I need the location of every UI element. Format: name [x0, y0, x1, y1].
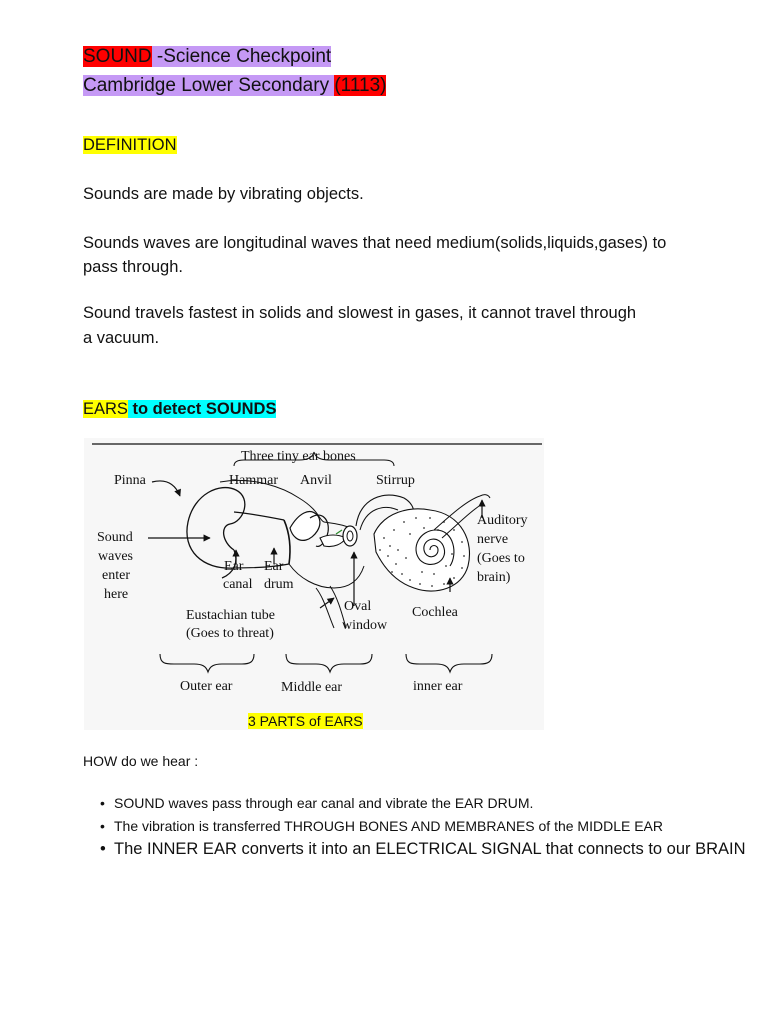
label-eustachian: Eustachian tube	[186, 608, 276, 623]
list-item: • SOUND waves pass through ear canal and vibrate the EAR DRUM.	[100, 792, 760, 814]
definition-p1: Sounds are made by vibrating objects.	[83, 185, 364, 203]
label-sound: Sound	[97, 530, 133, 545]
label-auditory: Auditory	[477, 513, 528, 528]
label-window: window	[342, 618, 388, 633]
how-heading: HOW do we hear :	[83, 753, 199, 769]
label-hammar: Hammar	[229, 473, 278, 488]
label-outer-ear: Outer ear	[180, 679, 233, 694]
label-canal: canal	[223, 577, 253, 592]
label-middle-ear: Middle ear	[281, 680, 343, 695]
title-dash: -	[151, 46, 164, 67]
ear-diagram	[84, 438, 544, 730]
label-nerve: nerve	[477, 532, 509, 547]
definition-p2-line2: pass through.	[83, 258, 183, 276]
definition-heading	[83, 133, 177, 157]
label-brain: brain)	[477, 570, 511, 585]
title-sound-word: SOUND	[83, 46, 152, 67]
label-inner-ear: inner ear	[413, 679, 463, 694]
how-bullet-list	[100, 792, 760, 861]
ears-heading-ears: EARS	[83, 400, 128, 418]
label-cochlea: Cochlea	[412, 605, 458, 620]
definition-p3-line1: Sound travels fastest in solids and slowest in gases, it cannot travel through	[83, 304, 637, 322]
label-enter: enter	[102, 568, 130, 583]
title-line-1	[83, 45, 331, 69]
list-item: • The INNER EAR converts it into an ELECTRICAL SIGNAL that connects to our BRAIN	[100, 838, 760, 861]
label-goes-throat: (Goes to threat)	[186, 626, 274, 641]
title-line2-text: Cambridge Lower Secondary	[83, 75, 330, 96]
ears-heading-rest: to detect SOUNDS	[127, 400, 277, 418]
label-waves: waves	[98, 549, 133, 564]
ears-heading	[83, 397, 276, 421]
label-oval: Oval	[344, 599, 372, 614]
title-code: (1113)	[334, 75, 387, 96]
definition-p2-line1: Sounds waves are longitudinal waves that need medium(solids,liquids,gases) to	[83, 234, 667, 252]
label-here: here	[104, 587, 129, 602]
label-ear-1: Ear	[224, 559, 244, 574]
definition-p3-line2: a vacuum.	[83, 329, 160, 347]
title-rest: Science Checkpoint	[163, 46, 332, 67]
diagram-caption-text: 3 PARTS of EARS	[248, 713, 363, 729]
diagram-caption	[248, 710, 363, 732]
label-pinna: Pinna	[114, 473, 146, 488]
definition-heading-text: DEFINITION	[83, 136, 177, 154]
label-anvil: Anvil	[300, 473, 332, 488]
label-drum: drum	[264, 577, 294, 592]
label-ear-2: Ear	[264, 559, 284, 574]
title-line-2	[83, 74, 386, 98]
label-three-bones: Three tiny ear bones	[241, 449, 356, 464]
label-goes-to: (Goes to	[477, 551, 525, 566]
label-stirrup: Stirrup	[376, 473, 415, 488]
list-item: • The vibration is transferred THROUGH BONES AND MEMBRANES of the MIDDLE EAR	[100, 814, 760, 838]
